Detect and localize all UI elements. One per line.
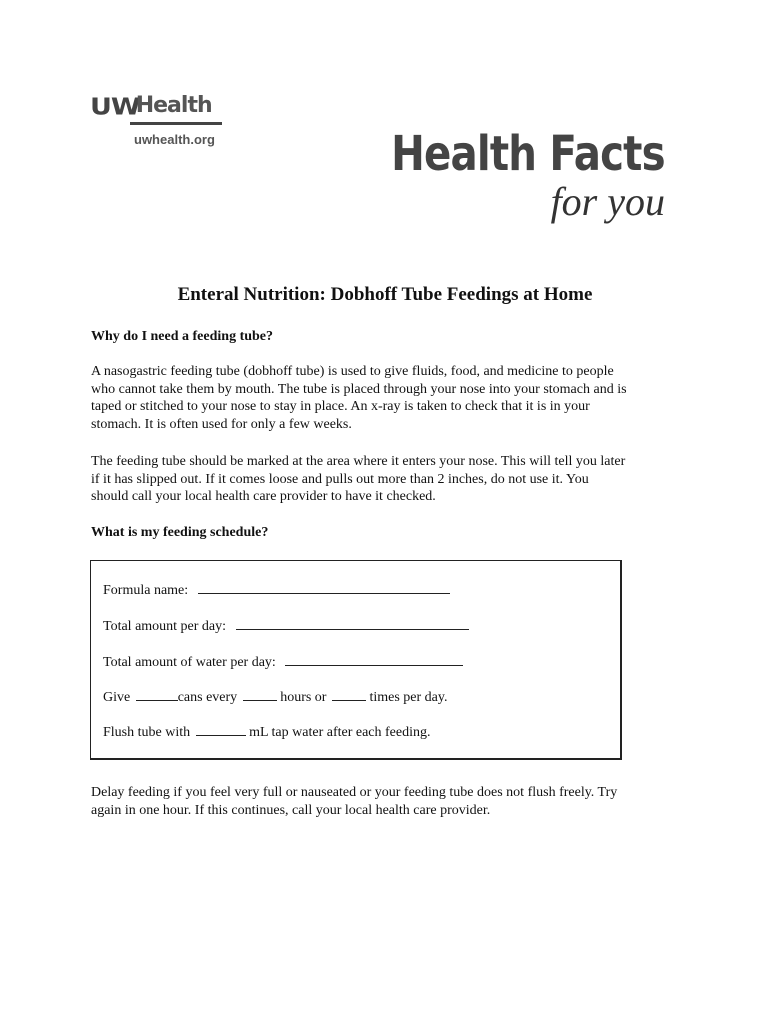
paragraph-line: if it has slipped out. If it comes loose and pulls out more than 2 inches, do not use it. You (91, 471, 589, 487)
logo-health-text: Health (135, 93, 212, 118)
paragraph-line: who cannot take them by mouth. The tube is placed through your nose into your stomach and is (91, 381, 627, 397)
section-heading-schedule: What is my feeding schedule? (91, 525, 269, 540)
total-amount-field (103, 617, 469, 635)
give-label: Give (103, 690, 131, 705)
paragraph-purpose (91, 363, 681, 433)
formula-name-blank[interactable] (198, 581, 450, 594)
water-amount-label: Total amount of water per day: (103, 655, 276, 670)
flush-label: Flush tube with (103, 725, 191, 740)
paragraph-marking (91, 453, 681, 506)
total-amount-label: Total amount per day: (103, 619, 227, 634)
times-per-day-label: times per day. (369, 690, 448, 705)
masthead-subtitle: for you (550, 179, 665, 224)
formula-name-field (103, 581, 450, 599)
flush-suffix-label: mL tap water after each feeding. (249, 725, 431, 740)
masthead (339, 126, 665, 224)
paragraph-line: Delay feeding if you feel very full or nauseated or your feeding tube does not flush freely. Try (91, 785, 618, 800)
paragraph-delay (91, 784, 681, 819)
masthead-title: Health Facts (391, 126, 665, 182)
hours-blank[interactable] (243, 688, 277, 701)
times-blank[interactable] (332, 688, 366, 701)
section-heading-why: Why do I need a feeding tube? (91, 329, 274, 344)
logo-wordmark (90, 92, 212, 123)
paragraph-line: again in one hour. If this continues, call your local health care provider. (91, 802, 491, 818)
cans-blank[interactable] (136, 688, 178, 701)
document-title: Enteral Nutrition: Dobhoff Tube Feedings at Home (177, 284, 593, 305)
uwhealth-logo (90, 92, 240, 152)
logo-underline (130, 122, 222, 125)
paragraph-line: should call your local health care provider to have it checked. (91, 489, 436, 504)
paragraph-line: taped or stitched to your nose to stay in place. An x-ray is taken to check that it is in your (91, 399, 590, 414)
water-amount-field (103, 653, 463, 671)
hours-or-label: hours or (280, 690, 327, 705)
feeding-schedule-box (90, 560, 622, 760)
water-amount-blank[interactable] (285, 653, 463, 666)
total-amount-blank[interactable] (236, 617, 469, 630)
paragraph-line: A nasogastric feeding tube (dobhoff tube) is used to give fluids, food, and medicine to people (91, 364, 614, 379)
flush-blank[interactable] (196, 723, 246, 736)
cans-every-label: cans every (177, 690, 238, 705)
logo-uw-text: UW (90, 94, 140, 121)
formula-name-label: Formula name: (103, 583, 189, 598)
paragraph-line: stomach. It is often used for only a few weeks. (91, 416, 352, 432)
flush-field (103, 723, 431, 741)
give-cans-field (103, 688, 447, 706)
logo-url: uwhealth.org (134, 132, 215, 147)
paragraph-line: The feeding tube should be marked at the area where it enters your nose. This will tell you later (91, 454, 626, 469)
